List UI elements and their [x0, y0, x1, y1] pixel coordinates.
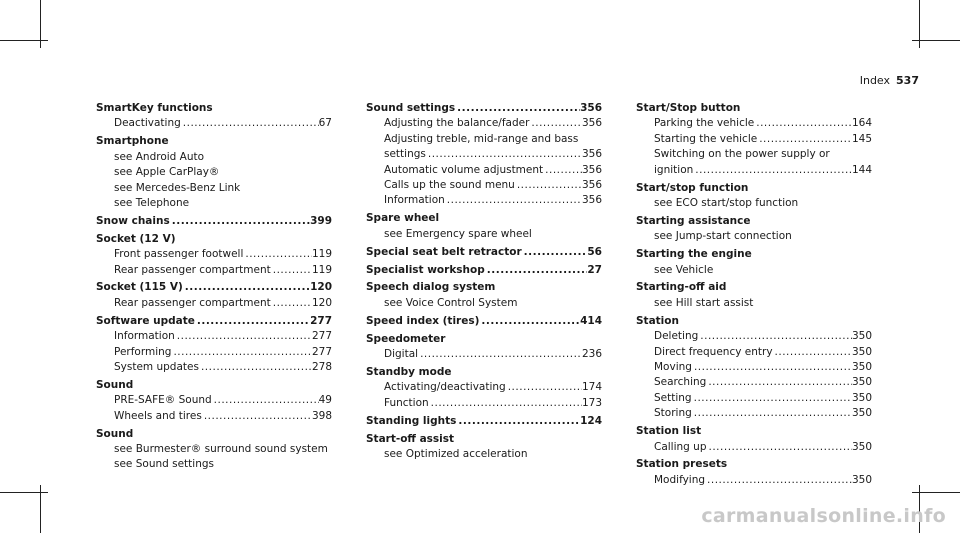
page-ref: 56 — [587, 245, 602, 258]
page-ref: 49 — [318, 394, 332, 407]
leader-dots — [202, 409, 312, 424]
index-heading — [96, 280, 332, 295]
index-entry — [366, 280, 602, 311]
index-subentry — [636, 329, 872, 344]
index-entry — [636, 101, 872, 178]
index-heading — [636, 280, 872, 295]
leader-dots — [692, 406, 852, 421]
index-heading — [636, 101, 872, 116]
index-heading — [96, 378, 332, 393]
subentry-text: Digital — [384, 348, 419, 361]
index-subentry — [636, 406, 872, 421]
index-entry — [636, 214, 872, 245]
page-ref: 67 — [318, 117, 332, 130]
index-subentry — [96, 150, 332, 165]
index-heading — [96, 314, 332, 329]
page-ref: 350 — [851, 330, 872, 343]
index-heading — [636, 247, 872, 262]
page-ref: 124 — [580, 414, 602, 427]
index-heading-text: Software update — [96, 314, 195, 327]
index-subentry — [96, 393, 332, 408]
page-ref: 277 — [310, 314, 332, 327]
index-entry — [366, 432, 602, 463]
index-heading-text: Start-off assist — [366, 432, 455, 445]
index-column-1 — [96, 101, 332, 475]
index-entry — [366, 414, 602, 429]
index-subentry — [366, 380, 602, 395]
page-ref: 399 — [310, 214, 332, 227]
index-heading-text: Station presets — [636, 458, 728, 471]
page-ref: 350 — [851, 473, 872, 486]
index-heading-text: Start/stop function — [636, 181, 749, 194]
page-ref: 350 — [851, 376, 872, 389]
leader-dots — [183, 280, 310, 295]
index-subentry — [366, 227, 602, 242]
subentry-text: see Apple CarPlay® — [114, 166, 220, 179]
page-ref: 144 — [851, 163, 872, 176]
page-ref: 277 — [311, 330, 332, 343]
index-subentry — [96, 442, 332, 457]
index-subentry — [366, 347, 602, 362]
subentry-text: PRE-SAFE® Sound — [114, 394, 212, 407]
leader-dots — [757, 132, 852, 147]
leader-dots — [455, 101, 580, 116]
page-ref: 174 — [581, 381, 602, 394]
index-heading-text: Standing lights — [366, 414, 457, 427]
index-entry — [636, 314, 872, 422]
index-subentry — [96, 296, 332, 311]
leader-dots — [271, 263, 312, 278]
page-ref: 350 — [851, 391, 872, 404]
crop-mark — [0, 492, 48, 493]
subentry-text: Performing — [114, 345, 172, 358]
index-heading-text: Start/Stop button — [636, 102, 741, 114]
index-subentry — [366, 147, 602, 162]
index-column-3 — [636, 101, 872, 491]
index-entry — [636, 247, 872, 278]
index-heading-text: Speedometer — [366, 332, 446, 345]
page-ref: 356 — [581, 117, 602, 130]
index-entry — [636, 424, 872, 455]
subentry-text: Starting the vehicle — [654, 132, 758, 145]
leader-dots — [706, 375, 852, 390]
subentry-text: see Burmester® surround sound system — [114, 443, 328, 456]
index-entry — [366, 101, 602, 209]
index-entry — [96, 134, 332, 211]
subentry-text: see Mercedes-Benz Link — [114, 181, 241, 194]
index-subentry — [636, 345, 872, 360]
page-ref: 173 — [581, 396, 602, 409]
index-subentry — [366, 447, 602, 462]
index-heading-text: Station — [636, 314, 679, 327]
index-subentry — [96, 247, 332, 262]
page-ref: 414 — [580, 314, 602, 327]
subentry-text: Searching — [654, 376, 707, 389]
index-entry — [96, 214, 332, 229]
index-heading-text: Snow chains — [96, 214, 170, 227]
subentry-text: System updates — [114, 361, 199, 373]
index-heading-text: Speed index (tires) — [366, 314, 480, 327]
leader-dots — [485, 263, 588, 278]
subentry-text: Rear passenger compartment — [114, 263, 271, 276]
index-entry — [96, 101, 332, 132]
page-ref: 398 — [311, 409, 332, 422]
leader-dots — [529, 116, 582, 131]
index-subentry — [96, 116, 332, 131]
leader-dots — [515, 178, 582, 193]
crop-mark — [0, 40, 48, 41]
index-subentry — [636, 375, 872, 390]
subentry-text: see Telephone — [114, 196, 190, 209]
subentry-text: Activating/deactivating — [384, 381, 506, 394]
crop-mark — [912, 492, 960, 493]
page-ref: 120 — [310, 281, 332, 294]
index-subentry — [96, 196, 332, 211]
leader-dots — [543, 163, 582, 178]
subentry-text: see Jump-start connection — [654, 230, 792, 243]
subentry-text: Deleting — [654, 330, 699, 343]
index-heading — [96, 134, 332, 149]
subentry-text: Switching on the power supply or — [654, 148, 830, 161]
index-heading-text: Speech dialog system — [366, 281, 496, 294]
subentry-text: see ECO start/stop function — [654, 196, 799, 209]
index-subentry — [636, 296, 872, 311]
subentry-text: Moving — [654, 361, 692, 373]
index-heading — [366, 263, 602, 278]
page-ref: 356 — [581, 148, 602, 161]
index-subentry — [96, 165, 332, 180]
index-heading — [366, 332, 602, 347]
index-heading-text: Socket (12 V) — [96, 232, 176, 245]
index-heading-text: Sound — [96, 427, 134, 440]
subentry-text: Wheels and tires — [114, 409, 202, 422]
index-subentry — [366, 132, 602, 147]
leader-dots — [243, 247, 312, 262]
subentry-text: Automatic volume adjustment — [384, 163, 544, 176]
index-heading — [366, 101, 602, 116]
index-heading — [636, 457, 872, 472]
index-heading — [96, 214, 332, 229]
subentry-text: Adjusting treble, mid-range and bass — [384, 132, 579, 145]
index-heading-text: Specialist workshop — [366, 263, 485, 276]
subentry-text: see Optimized acceleration — [384, 448, 528, 461]
index-heading — [636, 181, 872, 196]
leader-dots — [170, 214, 310, 229]
index-subentry — [636, 116, 872, 131]
index-entry — [96, 378, 332, 424]
subentry-text: Calls up the sound menu — [384, 179, 515, 192]
page-ref: 356 — [581, 163, 602, 176]
page-ref: 278 — [311, 361, 332, 373]
page-ref: 350 — [851, 440, 872, 453]
leader-dots — [171, 345, 312, 360]
index-entry — [366, 314, 602, 329]
index-subentry — [96, 329, 332, 344]
leader-dots — [175, 329, 312, 344]
subentry-text: see Sound settings — [114, 458, 215, 471]
subentry-text: settings — [384, 148, 426, 161]
page-number: 537 — [896, 74, 919, 87]
subentry-text: Parking the vehicle — [654, 117, 755, 130]
index-heading — [96, 232, 332, 247]
watermark: carmanualsonline.info — [701, 505, 946, 527]
index-subentry — [366, 396, 602, 411]
index-entry — [96, 232, 332, 278]
index-entry — [636, 457, 872, 488]
index-subentry — [636, 132, 872, 147]
index-subentry — [636, 163, 872, 178]
leader-dots — [181, 116, 319, 131]
index-subentry — [96, 181, 332, 196]
page-ref: 356 — [581, 194, 602, 207]
index-heading — [636, 424, 872, 439]
leader-dots — [692, 360, 852, 375]
index-heading-text: Smartphone — [96, 135, 169, 148]
index-subentry — [636, 147, 872, 162]
leader-dots — [212, 393, 319, 408]
index-entry — [366, 211, 602, 242]
subentry-text: ignition — [654, 163, 694, 176]
page-ref: 350 — [851, 407, 872, 420]
leader-dots — [418, 347, 582, 362]
leader-dots — [195, 314, 310, 329]
index-subentry — [96, 409, 332, 424]
subentry-text: Rear passenger compartment — [114, 296, 271, 309]
index-heading-text: Special seat belt retractor — [366, 245, 522, 258]
leader-dots — [456, 414, 580, 429]
leader-dots — [506, 380, 582, 395]
leader-dots — [707, 440, 852, 455]
index-entry — [96, 427, 332, 473]
leader-dots — [773, 345, 852, 360]
index-heading — [96, 101, 332, 116]
index-heading — [366, 432, 602, 447]
index-entry — [96, 280, 332, 311]
crop-mark — [912, 40, 960, 41]
page-ref: 236 — [581, 348, 602, 361]
page-ref: 27 — [587, 263, 602, 276]
subentry-text: Deactivating — [114, 117, 181, 130]
index-heading — [366, 245, 602, 260]
index-heading — [366, 314, 602, 329]
leader-dots — [754, 116, 852, 131]
index-subentry — [366, 296, 602, 311]
index-heading — [366, 414, 602, 429]
page-ref: 350 — [851, 345, 872, 358]
index-heading — [366, 365, 602, 380]
index-entry — [96, 314, 332, 376]
index-heading-text: Starting the engine — [636, 248, 752, 261]
leader-dots — [199, 360, 312, 375]
index-heading — [96, 427, 332, 442]
section-title: Index — [859, 74, 891, 87]
index-heading-text: Sound — [96, 378, 134, 391]
index-heading-text: Starting-off aid — [636, 281, 727, 294]
subentry-text: see Emergency spare wheel — [384, 227, 532, 240]
index-subentry — [366, 163, 602, 178]
index-heading-text: Sound settings — [366, 102, 456, 114]
subentry-text: Information — [114, 330, 175, 343]
subentry-text: Calling up — [654, 440, 707, 453]
page-ref: 356 — [580, 102, 602, 114]
subentry-text: see Hill start assist — [654, 296, 754, 309]
index-subentry — [636, 391, 872, 406]
subentry-text: Adjusting the balance/fader — [384, 117, 530, 130]
subentry-text: see Voice Control System — [384, 296, 518, 309]
subentry-text: see Android Auto — [114, 150, 205, 163]
index-entry — [366, 245, 602, 260]
subentry-text: Storing — [654, 407, 692, 420]
index-subentry — [366, 116, 602, 131]
page-ref: 120 — [311, 296, 332, 309]
index-subentry — [366, 193, 602, 208]
leader-dots — [692, 391, 852, 406]
index-subentry — [636, 229, 872, 244]
leader-dots — [705, 473, 852, 488]
leader-dots — [698, 329, 852, 344]
subentry-text: Direct frequency entry — [654, 345, 773, 358]
subentry-text: Setting — [654, 391, 692, 404]
page-ref: 350 — [851, 361, 872, 373]
index-subentry — [366, 178, 602, 193]
index-subentry — [96, 345, 332, 360]
index-entry — [366, 332, 602, 363]
leader-dots — [479, 314, 580, 329]
index-subentry — [636, 473, 872, 488]
index-subentry — [96, 263, 332, 278]
subentry-text: Function — [384, 396, 429, 409]
page-ref: 119 — [311, 263, 332, 276]
page-ref: 277 — [311, 345, 332, 358]
index-entry — [636, 280, 872, 311]
index-heading — [366, 211, 602, 226]
index-heading — [636, 214, 872, 229]
index-heading-text: Starting assistance — [636, 214, 751, 227]
index-entry — [366, 263, 602, 278]
index-subentry — [636, 196, 872, 211]
index-subentry — [636, 440, 872, 455]
index-heading-text: Spare wheel — [366, 212, 440, 225]
index-subentry — [96, 457, 332, 472]
index-heading — [636, 314, 872, 329]
index-column-2 — [366, 101, 602, 465]
leader-dots — [693, 163, 852, 178]
leader-dots — [522, 245, 588, 260]
subentry-text: Modifying — [654, 473, 706, 486]
index-heading-text: Standby mode — [366, 366, 452, 378]
leader-dots — [445, 193, 582, 208]
subentry-text: Information — [384, 194, 445, 207]
index-heading-text: Station list — [636, 425, 702, 438]
index-heading — [366, 280, 602, 295]
index-entry — [636, 181, 872, 212]
page-ref: 164 — [851, 117, 872, 130]
page-header — [860, 74, 919, 87]
page-ref: 119 — [311, 248, 332, 261]
subentry-text: see Vehicle — [654, 263, 714, 276]
leader-dots — [426, 147, 582, 162]
index-entry — [366, 365, 602, 411]
index-subentry — [636, 360, 872, 375]
leader-dots — [429, 396, 582, 411]
page-ref: 356 — [581, 179, 602, 192]
index-heading-text: Socket (115 V) — [96, 281, 183, 294]
index-heading-text: SmartKey functions — [96, 102, 213, 114]
subentry-text: Front passenger footwell — [114, 248, 244, 261]
leader-dots — [271, 296, 312, 311]
index-subentry — [96, 360, 332, 375]
index-subentry — [636, 263, 872, 278]
page-ref: 145 — [851, 132, 872, 145]
